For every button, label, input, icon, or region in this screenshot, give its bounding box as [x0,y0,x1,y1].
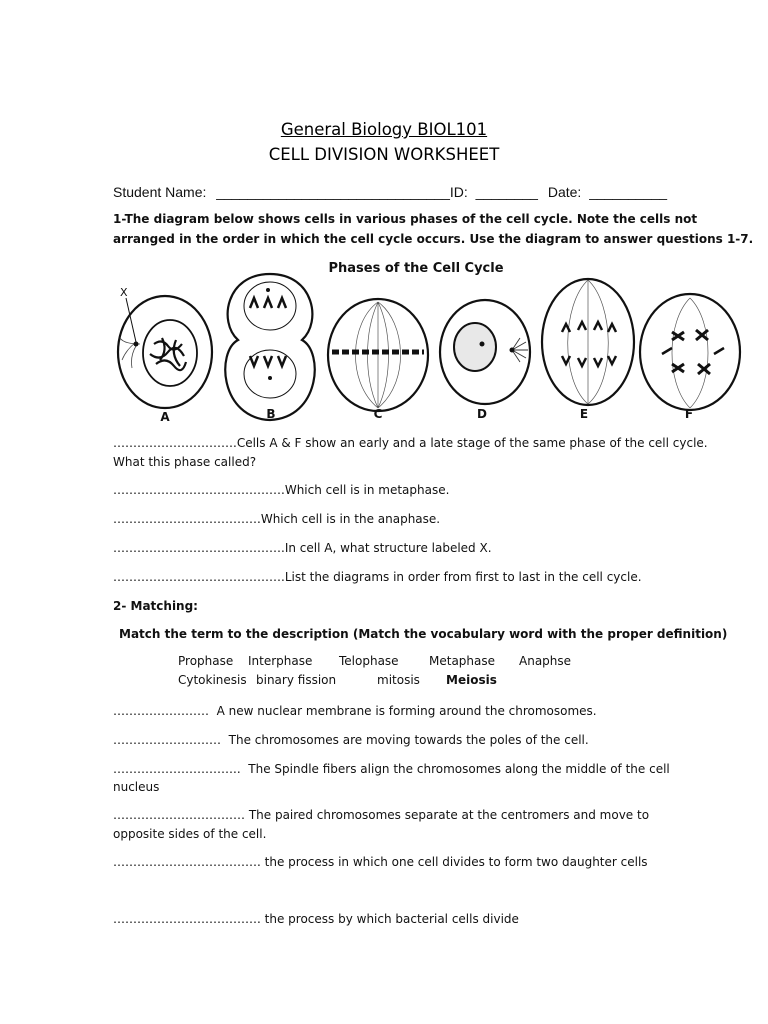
question-3 [113,510,440,528]
answer-blank[interactable]: ……………………………………. [113,570,285,584]
section2-title: 2- Matching: [113,599,198,613]
x-label: X [120,286,128,299]
matching-6 [113,910,519,928]
student-name-blank[interactable]: ______________________________ [216,184,450,200]
date-label: Date: [547,184,582,200]
answer-blank[interactable]: ……………………………………. [113,483,285,497]
answer-blank[interactable]: ………………………………. [113,855,261,869]
matching-5 [113,853,648,871]
matching-text: The paired chromosomes separate at the centromers and move to [248,808,650,822]
term-bank [0,654,768,694]
question-text: Which cell is in metaphase. [284,483,450,497]
cell-c [328,299,428,411]
term-prophase: Prophase [178,654,234,668]
matching-3-continued: nucleus [113,780,160,794]
answer-blank[interactable]: ………………………………. [113,912,261,926]
cell-label-e: E [579,407,589,421]
answer-blank[interactable]: ……………………… [113,733,221,747]
matching-text: the process in which one cell divides to form two daughter cells [264,855,648,869]
matching-text: the process by which bacterial cells divide [264,912,519,926]
term-mitosis: mitosis [377,673,420,687]
question-1-continued: What this phase called? [113,455,257,469]
term-interphase: Interphase [248,654,313,668]
question-4 [113,539,492,557]
term-metaphase: Metaphase [429,654,496,668]
matching-2 [113,731,589,749]
question-5 [113,568,642,586]
matching-text: A new nuclear membrane is forming around the chromosomes. [216,704,597,718]
answer-blank[interactable]: ………………………………. [113,512,261,526]
answer-blank[interactable]: …………………………. [113,436,237,450]
course-title: General Biology BIOL101 [280,120,488,139]
worksheet-title: CELL DIVISION WORKSHEET [268,145,500,164]
student-name-label: Student Name: [113,184,207,200]
answer-blank[interactable]: ……………………………………. [113,541,285,555]
cell-f [640,294,740,410]
matching-4 [113,806,649,824]
term-cytokinesis: Cytokinesis [178,673,247,687]
matching-text: The chromosomes are moving towards the poles of the cell. [228,733,589,747]
question-text: In cell A, what structure labeled X. [284,541,492,555]
cell-a [118,296,212,408]
id-blank[interactable]: ________ [475,184,538,200]
matching-3 [113,760,670,778]
section1-intro-line2: arranged in the order in which the cell cycle occurs. Use the diagram to answer questions 1-7. [113,232,754,246]
student-info-line [113,183,667,201]
question-text: List the diagrams in order from first to last in the cell cycle. [284,570,642,584]
cell-label-d: D [477,407,487,421]
answer-blank[interactable]: ………………………….. [113,762,241,776]
question-2 [113,481,449,499]
date-blank[interactable]: __________ [589,184,668,200]
diagram-title: Phases of the Cell Cycle [328,261,504,276]
term-telophase: Telophase [339,654,399,668]
term-binary-fission: binary fission [256,673,337,687]
question-text: Which cell is in the anaphase. [260,512,441,526]
cell-label-a: A [160,410,170,424]
cell-b [225,274,314,420]
term-anaphse: Anaphse [519,654,572,668]
matching-1 [113,702,597,720]
matching-text: The Spindle fibers align the chromosomes along the middle of the cell [248,762,670,776]
id-label: ID: [449,184,468,200]
cell-cycle-diagram [110,252,750,428]
question-1 [113,434,708,452]
cell-d [440,300,530,404]
term-meiosis: Meiosis [446,673,497,687]
section1-intro-line1: 1-The diagram below shows cells in various phases of the cell cycle. Note the cells not [113,212,698,226]
section2-instruction: Match the term to the description (Match the vocabulary word with the proper definition) [119,627,728,641]
matching-4-continued: opposite sides of the cell. [113,827,267,841]
cell-label-b: B [266,407,276,421]
cell-label-f: F [684,407,694,421]
answer-blank[interactable]: …………………… [113,704,209,718]
cell-e [542,279,634,405]
cell-label-c: C [373,407,383,421]
answer-blank[interactable]: …………………………… [113,808,245,822]
question-text: Cells A & F show an early and a late stage of the same phase of the cell cycle. [236,436,708,450]
